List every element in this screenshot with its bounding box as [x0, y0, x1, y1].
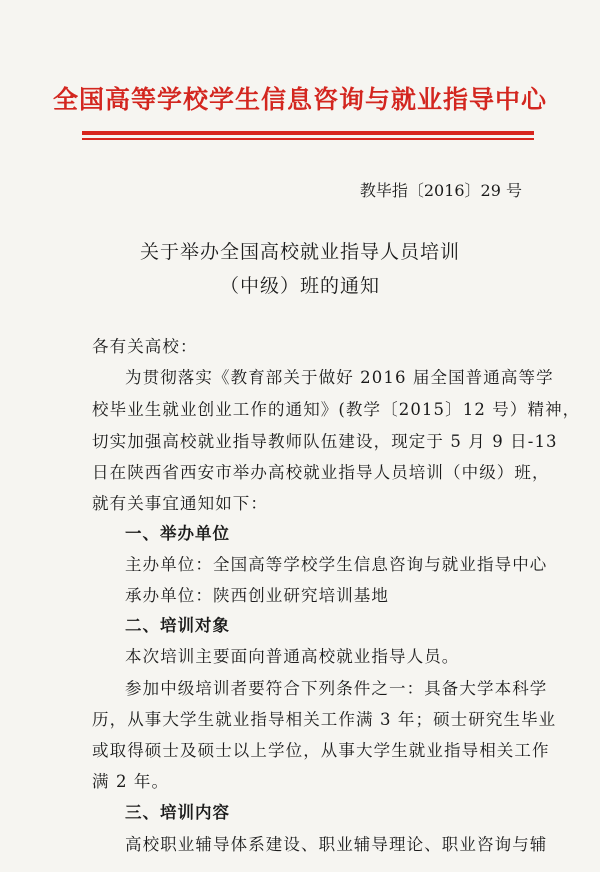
paragraph-line: 或取得硕士及硕士以上学位，从事大学生就业指导相关工作: [92, 741, 550, 760]
paragraph-line: 高校职业辅导体系建设、职业辅导理论、职业咨询与辅: [125, 835, 548, 854]
paragraph-line: 切实加强高校就业指导教师队伍建设，现定于 5 月 9 日-13: [92, 432, 558, 451]
section-heading-organizer: 一、举办单位: [125, 524, 230, 543]
paragraph-line: 校毕业生就业创业工作的通知》(教学〔2015〕12 号）精神，: [92, 400, 581, 419]
co-organizer-line: 承办单位：陕西创业研究培训基地: [125, 586, 389, 605]
paragraph-line: 为贯彻落实《教育部关于做好 2016 届全国普通高等学: [125, 368, 554, 387]
paragraph-line: 日在陕西省西安市举办高校就业指导人员培训（中级）班，: [92, 463, 550, 482]
letterhead-title: 全国高等学校学生信息咨询与就业指导中心: [52, 85, 547, 114]
document-number: 教毕指〔2016〕29 号: [359, 181, 522, 200]
paragraph-line: 本次培训主要面向普通高校就业指导人员。: [125, 647, 460, 666]
organizer-line: 主办单位：全国高等学校学生信息咨询与就业指导中心: [125, 555, 548, 574]
salutation: 各有关高校：: [92, 337, 198, 356]
paragraph-line: 满 2 年。: [92, 772, 170, 791]
letterhead-rule-thick: [82, 131, 534, 135]
letterhead-rule-thin: [82, 138, 534, 140]
section-heading-content: 三、培训内容: [125, 803, 230, 822]
paragraph-line: 就有关事宜通知如下：: [92, 494, 268, 513]
paragraph-line: 历，从事大学生就业指导相关工作满 3 年；硕士研究生毕业: [92, 710, 557, 729]
notice-title-line1: 关于举办全国高校就业指导人员培训: [139, 241, 460, 263]
notice-title-line2: （中级）班的通知: [219, 275, 380, 297]
section-heading-audience: 二、培训对象: [125, 616, 230, 635]
paragraph-line: 参加中级培训者要符合下列条件之一：具备大学本科学: [125, 679, 548, 698]
